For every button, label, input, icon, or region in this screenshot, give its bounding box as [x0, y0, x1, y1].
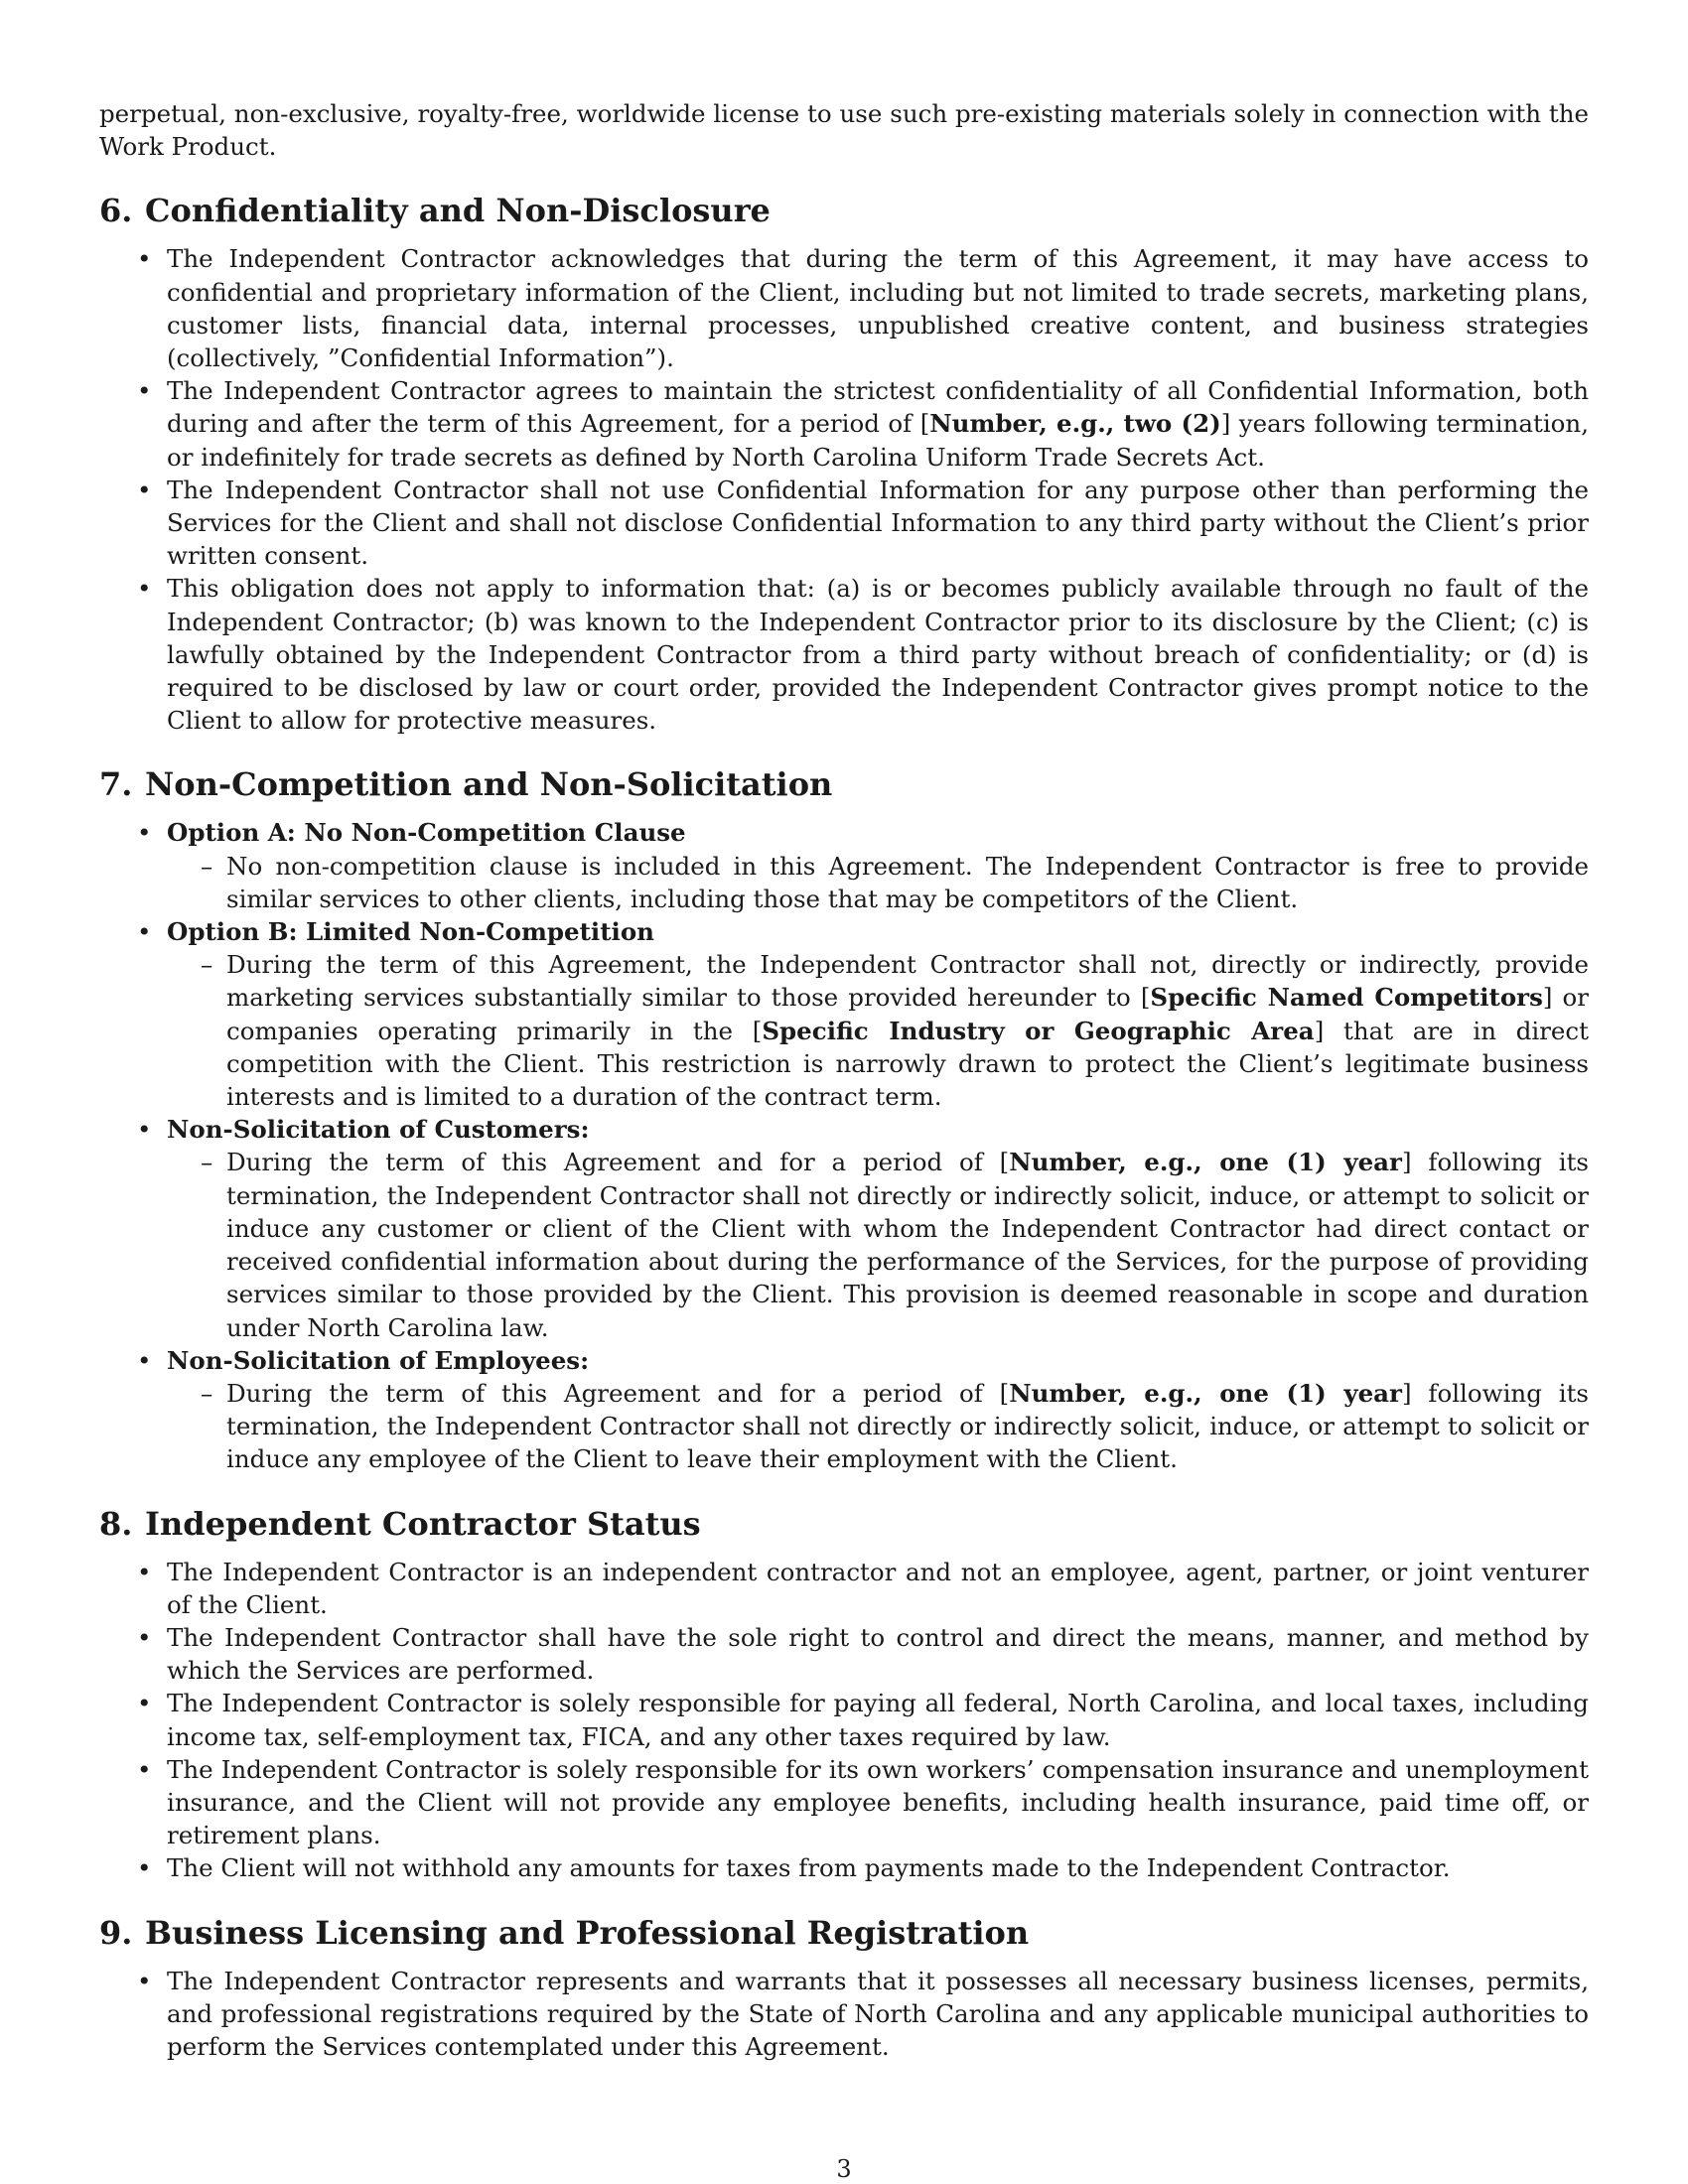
- section-number: 7.: [99, 765, 133, 804]
- option-label: Non-Solicitation of Customers:: [167, 1115, 590, 1145]
- list-item-text: This obligation does not apply to information that: (a) is or becomes publicly available through no fault of the Independent Contractor; (b) was known to the Independent Contractor prior to its disclosure by the Client; (c) is lawfully obtained by the Independent Contractor from a third party without breach of confidentiality; or (d) is required to be disclosed by law or court order, provided the Independent Contractor gives prompt notice to the Client to allow for protective measures.: [167, 574, 1589, 736]
- sub-list-item: [167, 850, 1589, 915]
- placeholder-term: Specific Industry or Geographic Area: [762, 1016, 1315, 1045]
- list-item: [99, 915, 1589, 1113]
- list-item: [99, 816, 1589, 915]
- list-item: [99, 1687, 1589, 1752]
- list-item-text: The Independent Contractor is solely responsible for its own workers’ compensation insurance and unemployment insurance, and the Client will not provide any employee benefits, including health insurance, paid time off, or retirement plans.: [167, 1754, 1589, 1850]
- sub-list-item: [167, 948, 1589, 1113]
- section-number: 6.: [99, 192, 133, 230]
- list-item-text: The Independent Contractor represents and warrants that it possesses all necessary business licenses, permits, and professional registrations required by the State of North Carolina and any applicable municipal authorities to perform the Services contemplated under this Agreement.: [167, 1966, 1589, 2061]
- section-title: Non-Competition and Non-Solicitation: [145, 765, 833, 804]
- list-item-text: The Independent Contractor is solely responsible for paying all federal, North Carolina, and local taxes, including income tax, self-employment tax, FICA, and any other taxes required by law.: [167, 1689, 1589, 1751]
- section-title: Confidentiality and Non-Disclosure: [145, 192, 771, 230]
- section-9-list: [99, 1965, 1589, 2064]
- section-number: 9.: [99, 1913, 133, 1952]
- sub-list-item: [167, 1377, 1589, 1476]
- list-item: [99, 1965, 1589, 2064]
- list-item: [99, 374, 1589, 474]
- placeholder-term: Number, e.g., one (1) year: [1009, 1378, 1402, 1408]
- list-item: [99, 1113, 1589, 1343]
- list-item: [99, 474, 1589, 573]
- section-number: 8.: [99, 1504, 133, 1543]
- section-9-heading: [99, 1913, 1589, 1953]
- sub-list-item-text: During the term of this Agreement and for a period of [: [226, 1378, 1010, 1408]
- section-6-heading: [99, 191, 1589, 230]
- sub-list: [167, 1146, 1589, 1343]
- list-item: [99, 1556, 1589, 1621]
- section-7-heading: [99, 764, 1589, 804]
- section-title: Business Licensing and Professional Registration: [145, 1913, 1030, 1952]
- sub-list-item-text: ] or companies operating primarily in the [: [226, 983, 1589, 1045]
- sub-list-item-text: During the term of this Agreement, the Independent Contractor shall not, directly or indirectly, provide marketing services substantially similar to those provided hereunder to [: [226, 950, 1589, 1013]
- placeholder-term: Specific Named Competitors: [1150, 983, 1543, 1013]
- list-item: [99, 1851, 1589, 1884]
- list-item: [99, 1753, 1589, 1852]
- section-8-list: [99, 1556, 1589, 1885]
- option-label: Option B: Limited Non-Competition: [167, 917, 654, 947]
- page-number: 3: [836, 2155, 852, 2183]
- document-page: [99, 97, 1589, 2063]
- list-item-text: The Client will not withhold any amounts for taxes from payments made to the Independent Contractor.: [167, 1853, 1451, 1883]
- list-item-text: The Independent Contractor agrees to maintain the strictest confidentiality of all Confidential Information, both during and after the term of this Agreement, for a period of [: [167, 376, 1589, 439]
- sub-list-item-text: ] following its termination, the Independent Contractor shall not directly or indirectly solicit, induce, or attempt to solicit or induce any employee of the Client to leave their employment with the Client.: [226, 1378, 1589, 1474]
- list-item-text: The Independent Contractor shall not use Confidential Information for any purpose other than performing the Services for the Client and shall not disclose Confidential Information to any third party without the Client’s prior written consent.: [167, 475, 1589, 571]
- continuation-paragraph: perpetual, non-exclusive, royalty-free, worldwide license to use such pre-existing materials solely in connection with the Work Product.: [99, 99, 1589, 162]
- list-item-text: ] years following termination, or indefinitely for trade secrets as defined by North Carolina Uniform Trade Secrets Act.: [167, 409, 1589, 472]
- list-item-text: The Independent Contractor acknowledges that during the term of this Agreement, it may have access to confidential and proprietary information of the Client, including but not limited to trade secrets, marketing plans, customer lists, financial data, internal processes, unpublished creative content, and business strategies (collectively, ”Confidential Information”).: [167, 244, 1589, 373]
- section-6-list: [99, 242, 1589, 737]
- sub-list: [167, 948, 1589, 1113]
- list-item: [99, 1621, 1589, 1687]
- list-item: [99, 242, 1589, 374]
- list-item: [99, 1344, 1589, 1476]
- sub-list-item: [167, 1146, 1589, 1343]
- list-item: [99, 572, 1589, 737]
- section-7-list: [99, 816, 1589, 1475]
- list-item-text: The Independent Contractor shall have the sole right to control and direct the means, manner, and method by which the Services are performed.: [167, 1622, 1589, 1686]
- sub-list-item-text: No non-competition clause is included in this Agreement. The Independent Contractor is free to provide similar services to other clients, including those that may be competitors of the Client.: [226, 851, 1589, 913]
- sub-list: [167, 850, 1589, 915]
- placeholder-term: Number, e.g., one (1) year: [1009, 1148, 1402, 1177]
- placeholder-term: Number, e.g., two (2): [929, 409, 1221, 439]
- sub-list-item-text: ] following its termination, the Independent Contractor shall not directly or indirectly solicit, induce, or attempt to solicit or induce any customer or client of the Client with whom the Independent Contractor had direct contact or received confidential information about during the performance of the Services, for the purpose of providing services similar to those provided by the Client. This provision is deemed reasonable in scope and duration under North Carolina law.: [226, 1148, 1589, 1342]
- list-item-text: The Independent Contractor is an independent contractor and not an employee, agent, partner, or joint venturer of the Client.: [167, 1557, 1589, 1619]
- option-label: Option A: No Non-Competition Clause: [167, 818, 686, 848]
- section-8-heading: [99, 1504, 1589, 1544]
- sub-list: [167, 1377, 1589, 1476]
- option-label: Non-Solicitation of Employees:: [167, 1345, 590, 1375]
- sub-list-item-text: During the term of this Agreement and for a period of [: [226, 1148, 1010, 1177]
- section-title: Independent Contractor Status: [145, 1504, 701, 1543]
- sub-list-item-text: ] that are in direct competition with the Client. This restriction is narrowly drawn to protect the Client’s legitimate business interests and is limited to a duration of the contract term.: [226, 1016, 1590, 1112]
